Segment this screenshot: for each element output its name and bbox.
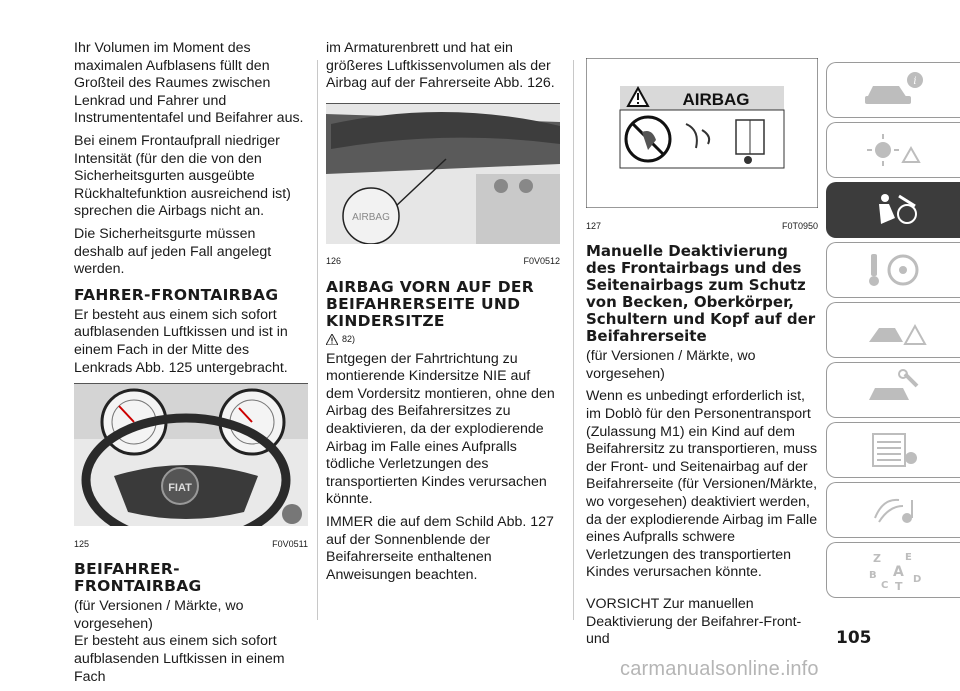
tab-car-info[interactable] (826, 62, 960, 118)
watermark: carmanualsonline.info (620, 658, 819, 680)
index-letters-icon (859, 548, 929, 592)
svg-text:C: C (880, 580, 888, 591)
dashboard-lights-icon (859, 128, 929, 172)
paragraph: Wenn es unbedingt erforderlich ist, im Doblò für den Personentransport (Zulassung M1) ein Kind auf dem Beifahrersitz zu transportieren, muss der Front- und Seitenairbag auf der Beifahrerseite (für Versionen/Märkte, wo vorgesehen) deaktiviert werden, da der explodierende Airbag im Falle eines Aufpralls schwere Verletzungen des transportierten Kindes verursachen könnte. (586, 388, 818, 581)
wrench-car-icon (859, 368, 929, 412)
figure-caption (586, 218, 818, 236)
airbag-sign-title: AIRBAG (682, 90, 750, 109)
figure-code: F0V0511 (272, 538, 308, 549)
section-heading: Manuelle Deaktivierung des Frontairbags und des Seitenairbags zum Schutz von Becken, Oberkörper, Schultern und Kopf auf der Beifahrerseite (586, 242, 816, 346)
page-number: 105 (836, 628, 872, 648)
svg-text:Z: Z (872, 552, 881, 565)
car-info-icon (859, 68, 929, 112)
figure-number: 127 (586, 220, 602, 231)
column-divider (317, 60, 318, 620)
warning-car-icon (859, 308, 929, 352)
paragraph: Er besteht aus einem sich sofort aufblasenden Luftkissen und ist in einem Fach in der Mitte des Lenkrads Abb. 125 untergebracht. (74, 306, 288, 376)
figure-125 (74, 383, 308, 532)
paragraph: Ihr Volumen im Moment des maximalen Aufblasens füllt den Großteil des Raumes zwischen Lenkrad und Fahrer und Instrumententafel und Beifahrer aus. (74, 40, 304, 127)
spec-list-icon (859, 428, 929, 472)
chapter-tabs (826, 62, 960, 602)
paragraph: (für Versionen / Märkte, wo vorgesehen) (74, 598, 244, 632)
column-3 (586, 58, 818, 654)
paragraph: Die Sicherheitsgurte müssen deshalb auf jeden Fall angelegt werden. (74, 225, 272, 278)
column-2 (326, 40, 560, 589)
svg-text:i: i (912, 76, 917, 87)
tab-multimedia[interactable] (826, 482, 960, 538)
svg-text:A: A (892, 564, 904, 580)
section-heading: FAHRER-FRONTAIRBAG (74, 285, 279, 304)
svg-text:T: T (894, 580, 903, 592)
tab-dashboard-lights[interactable] (826, 122, 960, 178)
media-icon (859, 488, 929, 532)
tab-maintenance[interactable] (826, 362, 960, 418)
tab-starting-driving[interactable] (826, 242, 960, 298)
svg-text:FIAT: FIAT (168, 482, 192, 495)
svg-text:E: E (904, 552, 912, 563)
tab-emergency[interactable] (826, 302, 960, 358)
paragraph: Er besteht aus einem sich sofort aufblasenden Luftkissen in einem Fach (74, 633, 285, 685)
paragraph: (für Versionen / Märkte, wo vorgesehen) (586, 348, 756, 382)
section-heading: AIRBAG VORN AUF DER BEIFAHRERSEITE UND KINDERSITZE (326, 277, 535, 330)
section-heading: BEIFAHRER- FRONTAIRBAG (74, 560, 202, 596)
airbag-label: AIRBAG (352, 211, 390, 223)
figure-number: 125 (74, 538, 90, 549)
seat-airbag-icon (859, 188, 929, 232)
warning-reference: 82) (326, 331, 560, 349)
paragraph: VORSICHT Zur manuellen Deaktivierung der Beifahrer-Front- und (586, 595, 802, 648)
paragraph: Bei einem Frontaufprall niedriger Intensität (für den die von den Sicherheitsgurten ausgeübte Rückhaltefunktion ausreichend ist) sprechen die Airbags nicht an. (74, 132, 291, 220)
steering-wheel-image (74, 384, 308, 526)
figure-code: F0T0950 (781, 220, 818, 231)
dashboard-airbag-image (326, 104, 560, 244)
tab-safety[interactable] (826, 182, 960, 238)
figure-127 (586, 58, 818, 214)
column-1 (74, 40, 308, 691)
tab-index[interactable] (826, 542, 960, 598)
paragraph: im Armaturenbrett und hat ein größeres Luftkissenvolumen als der Airbag auf der Fahrerseite Abb. 126. (326, 40, 555, 92)
paragraph: Entgegen der Fahrtrichtung zu montierende Kindersitze NIE auf dem Vordersitz montieren, ohne den Airbag des Beifahrersitzes zu deaktivieren, da der explodierende Airbag im Falle eines Aufpralls tödliche Verletzungen des transportierten Kindes verursachen könnte. (326, 350, 555, 508)
figure-126 (326, 103, 560, 250)
airbag-warning-label-image (586, 58, 818, 208)
warning-triangle-icon (326, 334, 338, 345)
figure-caption (326, 253, 560, 271)
figure-number: 126 (326, 256, 342, 267)
figure-caption (74, 536, 308, 554)
svg-text:B: B (868, 570, 877, 581)
tab-technical-data[interactable] (826, 422, 960, 478)
column-divider (573, 60, 574, 620)
figure-code: F0V0512 (523, 256, 560, 267)
key-steering-icon (859, 248, 929, 292)
paragraph: IMMER die auf dem Schild Abb. 127 auf der Sonnenblende der Beifahrerseite enthaltenen Anweisungen beachten. (326, 513, 554, 583)
svg-text:D: D (912, 574, 921, 585)
